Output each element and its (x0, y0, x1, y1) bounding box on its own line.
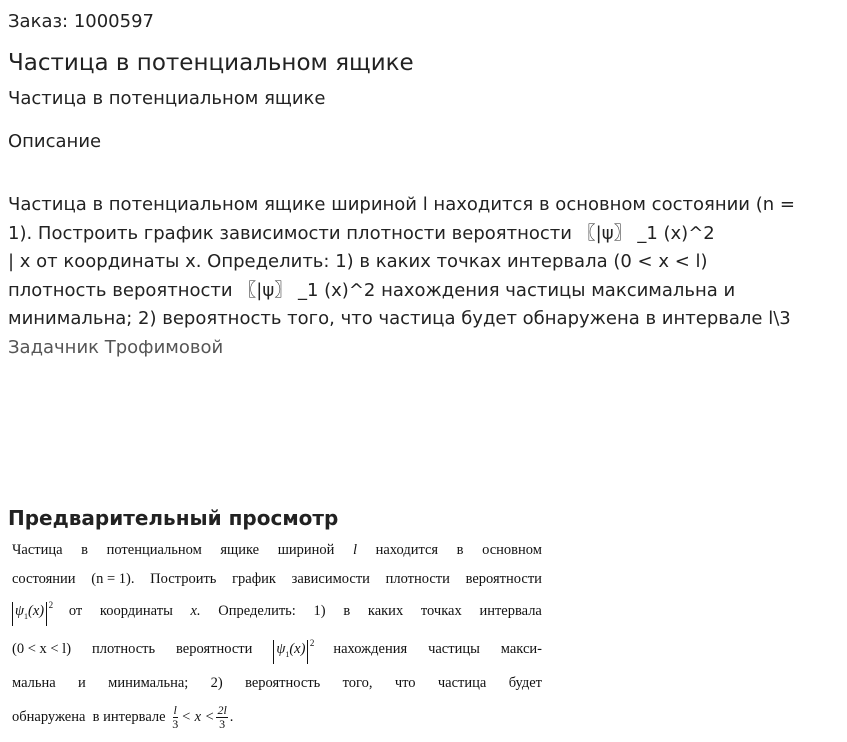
preview-line-3 (12, 602, 542, 626)
preview-word: состоянии (12, 571, 76, 587)
preview-line-4 (12, 640, 542, 664)
preview-heading: Предварительный просмотр (8, 506, 339, 530)
preview-word: точках (420, 603, 462, 619)
page-title: Частица в потенциальном ящике (8, 50, 414, 76)
preview-word: Построить (150, 571, 217, 587)
psi-formula: $\psi_1(x)$ 2 (12, 602, 47, 626)
preview-line-6 (12, 704, 542, 731)
preview-word: в (456, 542, 464, 558)
preview-word: зависимости (291, 571, 370, 587)
preview-word: плотность (91, 641, 156, 657)
preview-word: того, (342, 675, 373, 691)
preview-word: основном (482, 542, 542, 558)
preview-word: находится (375, 542, 439, 558)
description-line: Частица в потенциальном ящике шириной l находится в основном состоянии (n = (8, 194, 795, 215)
description-body (8, 191, 844, 334)
preview-word: потенциальном (106, 542, 202, 558)
source-link[interactable]: Задачник Трофимовой (8, 337, 224, 358)
fraction: $\frac{2l}{3}$ (217, 703, 227, 731)
preview-word: Частица (12, 542, 63, 558)
preview-word: макси- (500, 641, 542, 657)
preview-word: в (343, 603, 351, 619)
preview-word: шириной (277, 542, 335, 558)
preview-word: нахождения (333, 641, 408, 657)
preview-word: и (78, 675, 86, 691)
page-subtitle: Частица в потенциальном ящике (8, 88, 326, 109)
fraction: $\frac{l}{3}$ (172, 703, 179, 731)
psi-formula: $\psi_1(x)$ 2 (273, 640, 308, 664)
preview-line-1 (12, 542, 542, 559)
preview-interval: (0 < x < l) (12, 641, 72, 657)
description-heading: Описание (8, 131, 102, 152)
preview-word: Определить: (218, 603, 296, 619)
description-line: 1). Построить график зависимости плотности вероятности 〖|ψ〗 _1 (x)^2 (8, 222, 715, 244)
preview-word: вероятности (465, 571, 542, 587)
preview-word: плотности (385, 571, 450, 587)
preview-word: . (229, 708, 234, 725)
preview-word: (n = 1). (91, 571, 135, 587)
preview-word: будет (508, 675, 542, 691)
preview-word: частицы (428, 641, 480, 657)
preview-word: l (352, 542, 358, 558)
preview-word: интервала (479, 603, 542, 619)
preview-word: минимальна; (108, 675, 189, 691)
preview-word: обнаружена в интервале (12, 708, 166, 725)
preview-word: график (232, 571, 276, 587)
preview-word: координаты (99, 603, 173, 619)
preview-line-5 (12, 675, 542, 692)
preview-line-2 (12, 571, 542, 588)
order-number: Заказ: 1000597 (8, 11, 154, 32)
preview-word: что (394, 675, 416, 691)
preview-word: каких (367, 603, 404, 619)
preview-word: вероятности (176, 641, 253, 657)
preview-word: x. (190, 603, 201, 619)
preview-word: мальна (12, 675, 56, 691)
description-line: плотность вероятности 〖|ψ〗 _1 (x)^2 нахождения частицы максимальна и (8, 279, 736, 301)
preview-word: < x < (181, 708, 215, 725)
description-line: | x от координаты x. Определить: 1) в каких точках интервала (0 < x < l) (8, 251, 708, 273)
description-line: минимальна; 2) вероятность того, что частица будет обнаружена в интервале l\3 (8, 308, 791, 330)
preview-word: частица (437, 675, 487, 691)
preview-word: 2) (210, 675, 223, 691)
preview-word: ящике (220, 542, 260, 558)
preview-word: в (81, 542, 89, 558)
preview-word: 1) (313, 603, 326, 619)
preview-word: вероятность (245, 675, 321, 691)
preview-word: от (68, 603, 83, 619)
